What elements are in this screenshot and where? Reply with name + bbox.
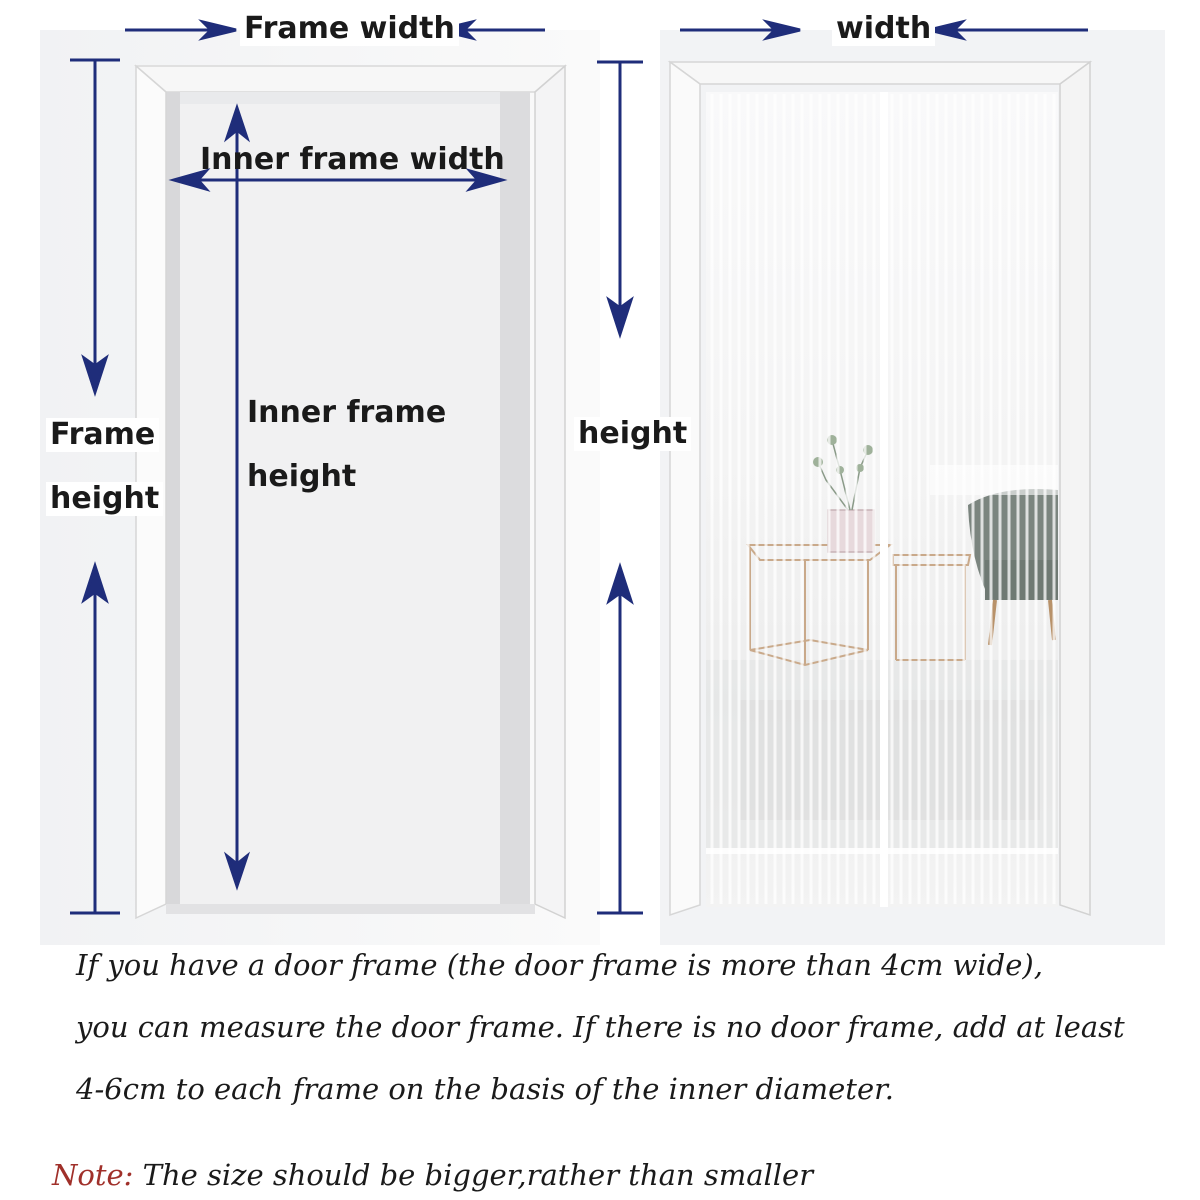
height-arrows	[597, 62, 643, 913]
inner-frame-height-label-line2: height	[247, 459, 357, 494]
room-window	[930, 465, 1058, 495]
instruction-line-3: 4-6cm to each frame on the basis of the inner diameter.	[76, 1072, 895, 1106]
frame-height-label-line2: height	[46, 482, 163, 516]
size-note	[52, 1158, 813, 1192]
instruction-line-2: you can measure the door frame. If there is no door frame, add at least	[76, 1010, 1125, 1044]
frame-height-label-line1: Frame	[46, 418, 159, 452]
curtain-center-seam	[880, 92, 888, 907]
mesh-curtain	[706, 92, 1058, 907]
inner-frame-height-label-line1: Inner frame	[247, 395, 447, 430]
curtain-hem	[706, 848, 1058, 854]
note-prefix: Note:	[52, 1158, 134, 1192]
height-label: height	[574, 417, 691, 451]
inner-frame-width-label: Inner frame width	[200, 142, 505, 177]
width-label: width	[832, 12, 935, 46]
note-text: The size should be bigger,rather than smaller	[133, 1158, 814, 1192]
frame-width-label: Frame width	[240, 12, 459, 46]
instruction-line-1: If you have a door frame (the door frame is more than 4cm wide),	[76, 948, 1043, 982]
